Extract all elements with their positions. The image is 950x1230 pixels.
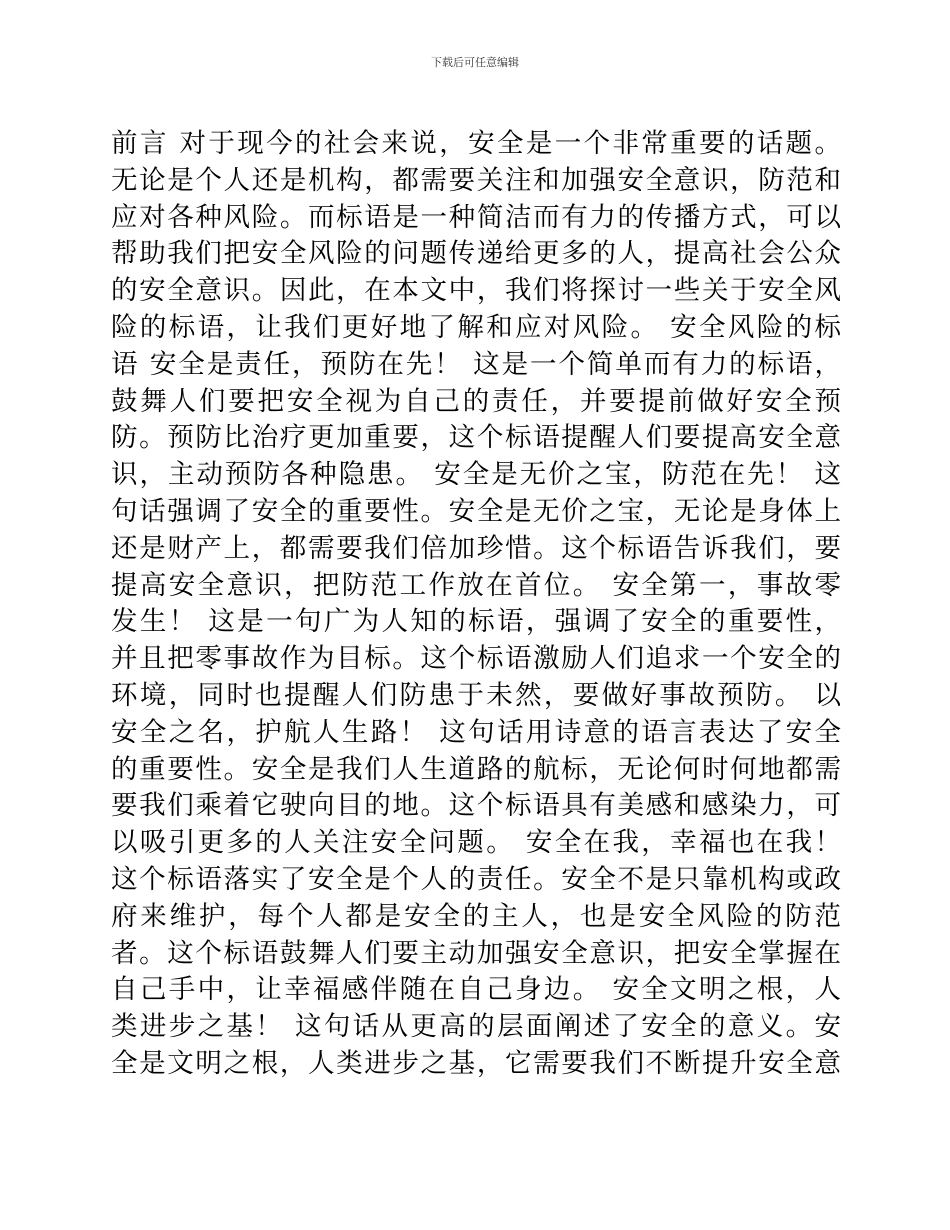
text-line: 防。预防比治疗更加重要，这个标语提醒人们要提高安全意 xyxy=(111,422,841,454)
text-line: 这个标语落实了安全是个人的责任。安全不是只靠机构或政 xyxy=(111,863,841,895)
text-line: 还是财产上，都需要我们倍加珍惜。这个标语告诉我们，要 xyxy=(111,532,841,564)
text-line: 发生！ 这是一句广为人知的标语，强调了安全的重要性， xyxy=(111,606,841,638)
text-line: 自己手中，让幸福感伴随在自己身边。 安全文明之根，人 xyxy=(111,974,841,1006)
text-line: 险的标语，让我们更好地了解和应对风险。 安全风险的标 xyxy=(111,311,841,343)
text-line: 句话强调了安全的重要性。安全是无价之宝，无论是身体上 xyxy=(111,495,841,527)
text-line: 语 安全是责任，预防在先！ 这是一个简单而有力的标语， xyxy=(111,348,841,380)
text-line: 类进步之基！ 这句话从更高的层面阐述了安全的意义。安 xyxy=(111,1011,841,1043)
page-header: 下载后可任意编辑 xyxy=(431,56,519,69)
text-line: 环境，同时也提醒人们防患于未然，要做好事故预防。 以 xyxy=(111,679,841,711)
text-line: 鼓舞人们要把安全视为自己的责任，并要提前做好安全预 xyxy=(111,385,841,417)
text-line: 应对各种风险。而标语是一种简洁而有力的传播方式，可以 xyxy=(111,201,841,233)
text-line: 帮助我们把安全风险的问题传递给更多的人，提高社会公众 xyxy=(111,238,841,270)
text-line: 的安全意识。因此，在本文中，我们将探讨一些关于安全风 xyxy=(111,275,841,307)
text-line: 的重要性。安全是我们人生道路的航标，无论何时何地都需 xyxy=(111,753,841,785)
text-line: 以吸引更多的人关注安全问题。 安全在我，幸福也在我！ xyxy=(111,827,841,859)
text-line: 前言 对于现今的社会来说，安全是一个非常重要的话题。 xyxy=(111,128,841,159)
text-line: 全是文明之根，人类进步之基，它需要我们不断提升安全意 xyxy=(111,1047,841,1079)
text-line: 并且把零事故作为目标。这个标语激励人们追求一个安全的 xyxy=(111,643,841,675)
text-line: 府来维护，每个人都是安全的主人，也是安全风险的防范 xyxy=(111,900,841,932)
text-line: 要我们乘着它驶向目的地。这个标语具有美感和感染力，可 xyxy=(111,790,841,822)
text-line: 安全之名，护航人生路！ 这句话用诗意的语言表达了安全 xyxy=(111,716,841,748)
text-line: 无论是个人还是机构，都需要关注和加强安全意识，防范和 xyxy=(111,164,841,196)
document-body xyxy=(111,126,841,1083)
text-line: 提高安全意识，把防范工作放在首位。 安全第一，事故零 xyxy=(111,569,841,601)
text-line: 者。这个标语鼓舞人们要主动加强安全意识，把安全掌握在 xyxy=(111,937,841,969)
text-line: 识，主动预防各种隐患。 安全是无价之宝，防范在先！ 这 xyxy=(111,459,841,491)
